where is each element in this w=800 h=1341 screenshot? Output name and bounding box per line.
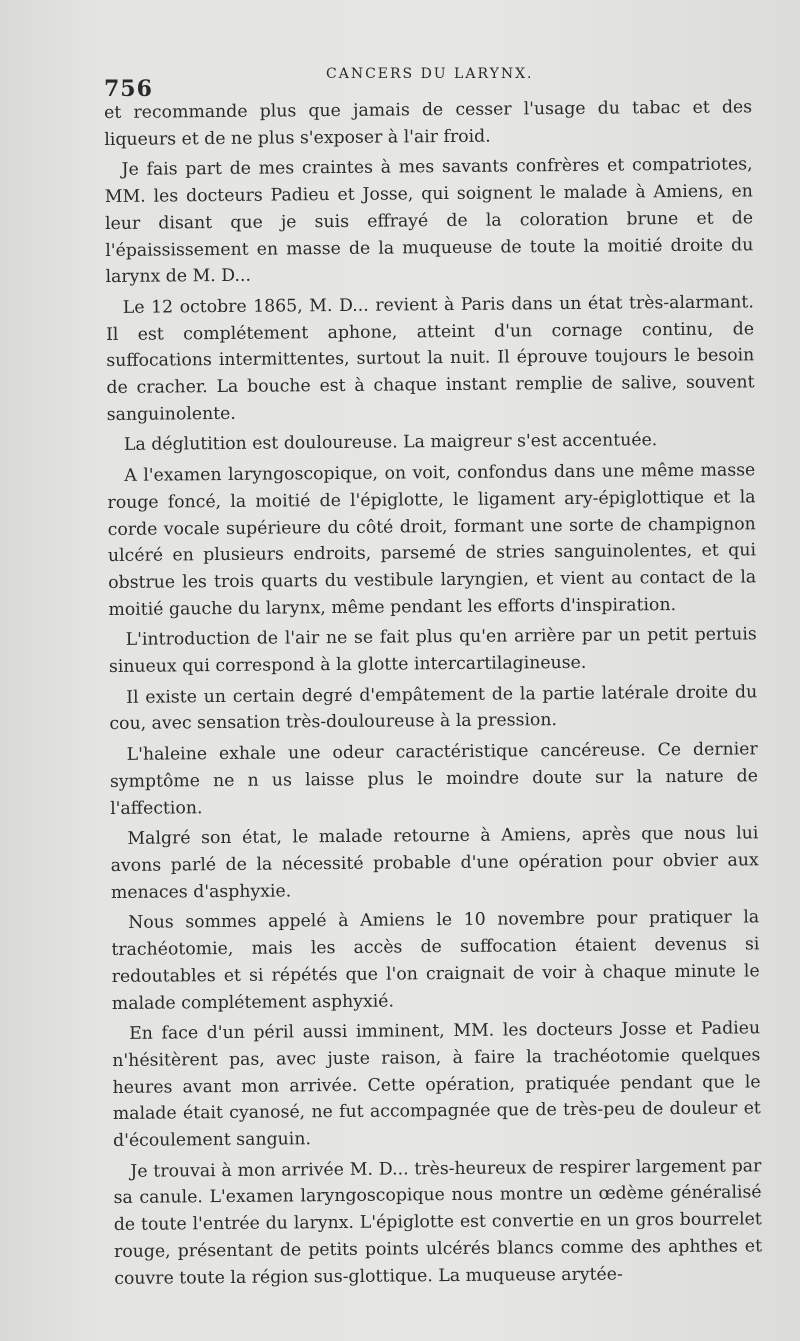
paragraph: A l'examen laryngoscopique, on voit, confondus dans une même masse rouge foncé, la moitié de l'épiglotte, le ligament ary-épiglottique et la corde vocale supérieure du côté droit, formant une sorte de champignon ulcéré en plusieurs endroits, parsemé de stries sanguinolentes, et qui obstrue les trois quarts du vestibule laryngien, et vient au contact de la moitié gauche du larynx, même pendant les efforts d'inspiration. (107, 460, 757, 620)
paragraph: L'introduction de l'air ne se fait plus qu'en arrière par un petit pertuis sinueux qui correspond à la glotte intercartilagineuse. (108, 624, 757, 678)
running-head: CANCERS DU LARYNX. (326, 66, 534, 82)
paragraph: Je fais part de mes craintes à mes savants confrères et compatriotes, MM. les docteurs Padieu et Josse, qui soignent le malade à Amiens, en leur disant que je suis effrayé de la coloration brune et de l'épaississement en masse de la muqueuse de toute la moitié droite du larynx de M. D... (104, 154, 754, 288)
paragraph: Il existe un certain degré d'empâtement de la partie latérale droite du cou, avec sensation très-douloureuse à la pression. (109, 682, 758, 735)
paragraph: Nous sommes appelé à Amiens le 10 novembre pour pratiquer la trachéotomie, mais les accès de suffocation étaient devenus si redoutables et si répétés que l'on craignait de voir à chaque minute le malade complétement asphyxié. (111, 907, 760, 1014)
paragraph: La déglutition est douloureuse. La maigreur s'est accentuée. (123, 430, 658, 456)
page-number: 756 (104, 76, 153, 102)
paragraph: En face d'un péril aussi imminent, MM. les docteurs Josse et Padieu n'hésitèrent pas, avec juste raison, à faire la trachéotomie quelques heures avant mon arrivée. Cette opération, pratiquée pendant que le malade était cyanosé, ne fut accompagnée que de très-peu de douleur et d'écoulement sanguin. (112, 1018, 761, 1151)
paragraph: Malgré son état, le malade retourne à Amiens, après que nous lui avons parlé de la nécessité probable d'une opération pour obvier aux menaces d'asphyxie. (110, 823, 759, 903)
paragraph: Le 12 octobre 1865, M. D... revient à Paris dans un état très-alarmant. Il est complétement aphone, atteint d'un cornage continu, de suffocations intermittentes, surtout la nuit. Il éprouve toujours le besoin de cracher. La bouche est à chaque instant remplie de salive, souvent sanguinolente. (105, 292, 755, 425)
paragraph: et recommande plus que jamais de cesser l'usage du tabac et des liqueurs et de ne plus s'exposer à l'air froid. (104, 97, 753, 150)
page-body (104, 94, 762, 1296)
paragraph: L'haleine exhale une odeur caractéristique cancéreuse. Ce dernier symptôme ne n us laisse plus le moindre doute sur la nature de l'affection. (109, 739, 759, 819)
paragraph: Je trouvai à mon arrivée M. D... très-heureux de respirer largement par sa canule. L'examen laryngoscopique nous montre un œdème généralisé de toute l'entrée du larynx. L'épiglotte est convertie en un gros bourrelet rouge, présentant de petits points ulcérés blancs comme des aphthes et couvre toute la région sus-glottique. La muqueuse arytée- (113, 1156, 763, 1289)
